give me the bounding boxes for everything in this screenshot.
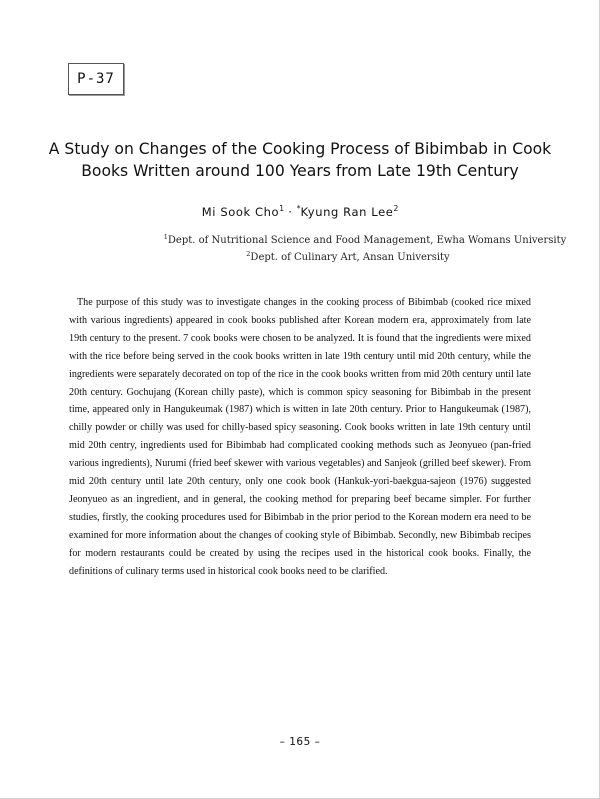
corresponding-author-mark: *	[296, 204, 301, 213]
abstract-text: The purpose of this study was to investigate changes in the cooking process of Bibimbab (cooked rice mixed with various ingredients) appeared in cook books published after Korean modern era, approximately from late 19th century to the present. 7 cook books were chosen to be analyzed. It is found that the ingredients were mixed with the rice before being served in the cook books written in late 19th century until mid 20th century, while the ingredients were separately decorated on top of the rice in the cook books written from mid 20th century until late 20th century. Gochujang (Korean chilly paste), which is common spicy seasoning for Bibimbab in the present time, appeared only in Hangukeumak (1987) which is witten in late 20th century. Prior to Hangukeumak (1987), chilly powder or chilly was used for chilly-based spicy seasoning. Cook books written in late 19th century until mid 20th centry, ingredients used for Bibimbab had complicated cooking methods such as Jeonyueo (pan-fried various ingredients), Nurumi (fried beef skewer with various vegetables) and Sanjeok (grilled beef skewer). From mid 20th century until late 20th century, only one cook book (Hankuk-yori-baekgua-sajeon (1976) suggested Jeonyueo as an ingredient, and in general, the cooking method for preparing beef became simpler. For further studies, firstly, the cooking procedures used for Bibimbab in the prior period to the Korean modern era need to be examined for more information about the changes of cooking style of Bibimbab. Secondly, new Bibimbab recipes for modern restaurants could be created by using the recipes used in the historical cook books. Finally, the definitions of culinary terms used in historical cook books need to be clarified.	[69, 297, 531, 577]
author-2-affiliation-mark: 2	[393, 204, 399, 213]
affiliation-1-text: Dept. of Nutritional Science and Food Management, Ewha Womans University	[167, 235, 567, 246]
paper-id-box: P-37	[68, 63, 124, 95]
author-1-affiliation-mark: 1	[279, 204, 284, 213]
author-separator: ·	[283, 205, 297, 219]
page-number: – 165 –	[279, 736, 321, 748]
author-name-2: Kyung Ran Lee	[300, 205, 394, 219]
affiliation-2-number: 2	[246, 249, 251, 258]
affiliation-1-number: 1	[163, 233, 168, 241]
affiliations	[0, 231, 600, 264]
affiliation-1	[0, 231, 600, 248]
affiliation-2	[0, 248, 600, 265]
paper-title: A Study on Changes of the Cooking Process of Bibimbab in Cook Books Written around 100 Years from Late 19th Century	[48, 140, 552, 180]
affiliation-2-text: Dept. of Culinary Art, Ansan University	[250, 251, 450, 263]
author-line	[0, 204, 600, 219]
author-name-1: Mi Sook Cho	[201, 205, 280, 219]
